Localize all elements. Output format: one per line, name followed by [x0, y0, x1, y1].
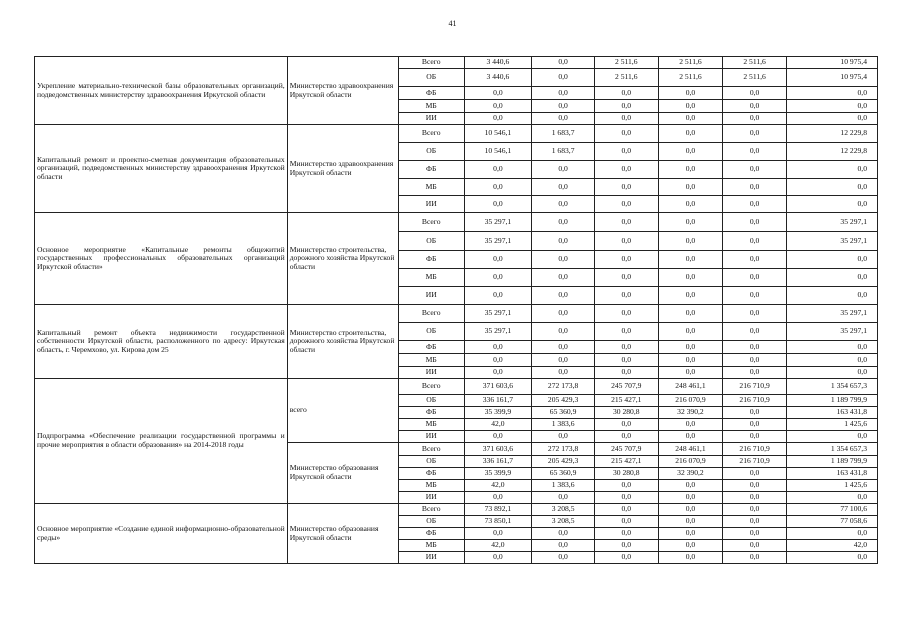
year-value: 0,0 [658, 516, 723, 528]
year-value: 0,0 [594, 287, 658, 305]
year-value: 0,0 [532, 69, 595, 87]
year-value: 0,0 [658, 354, 723, 367]
year-value: 0,0 [464, 269, 532, 287]
measure-name: Основное мероприятие «Капитальные ремонты общежитий государственных профессиональных образовательных организаций Иркутской области» [35, 213, 288, 305]
table-row [35, 305, 878, 323]
year-value: 0,0 [594, 323, 658, 341]
year-value: 215 427,1 [594, 395, 658, 407]
year-value: 0,0 [594, 100, 658, 113]
year-value: 0,0 [464, 492, 532, 504]
year-value: 0,0 [594, 354, 658, 367]
year-value: 0,0 [532, 528, 595, 540]
total-value: 0,0 [786, 269, 877, 287]
year-value: 0,0 [594, 419, 658, 431]
total-value: 12 229,8 [786, 143, 877, 161]
year-value: 0,0 [594, 161, 658, 179]
year-value: 0,0 [532, 213, 595, 232]
year-value: 0,0 [532, 323, 595, 341]
year-value: 0,0 [658, 113, 723, 125]
year-value: 0,0 [532, 341, 595, 354]
year-value: 0,0 [532, 492, 595, 504]
year-value: 0,0 [723, 143, 787, 161]
funding-source: ИИ [398, 367, 464, 379]
year-value: 0,0 [658, 492, 723, 504]
year-value: 0,0 [594, 87, 658, 100]
total-value: 0,0 [786, 552, 877, 564]
table-row [35, 57, 878, 69]
year-value: 0,0 [464, 287, 532, 305]
year-value: 32 390,2 [658, 468, 723, 480]
total-value: 0,0 [786, 113, 877, 125]
year-value: 65 360,9 [532, 407, 595, 419]
funding-source: МБ [398, 419, 464, 431]
year-value: 0,0 [532, 540, 595, 552]
year-value: 0,0 [464, 528, 532, 540]
year-value: 0,0 [594, 528, 658, 540]
executor-name: Министерство образования Иркутской области [287, 443, 398, 504]
executor-name: Министерство образования Иркутской области [287, 504, 398, 564]
funding-source: ИИ [398, 431, 464, 443]
year-value: 336 161,7 [464, 395, 532, 407]
year-value: 0,0 [723, 540, 787, 552]
year-value: 3 208,5 [532, 504, 595, 516]
total-value: 0,0 [786, 161, 877, 179]
year-value: 0,0 [464, 367, 532, 379]
year-value: 0,0 [532, 251, 595, 269]
funding-source: ФБ [398, 468, 464, 480]
total-value: 0,0 [786, 528, 877, 540]
year-value: 0,0 [594, 125, 658, 143]
year-value: 42,0 [464, 480, 532, 492]
year-value: 0,0 [658, 251, 723, 269]
year-value: 0,0 [723, 341, 787, 354]
year-value: 0,0 [594, 179, 658, 196]
year-value: 0,0 [723, 516, 787, 528]
funding-source: Всего [398, 504, 464, 516]
total-value: 0,0 [786, 341, 877, 354]
year-value: 0,0 [658, 323, 723, 341]
budget-table [34, 56, 878, 564]
total-value: 0,0 [786, 87, 877, 100]
year-value: 0,0 [723, 552, 787, 564]
year-value: 0,0 [532, 100, 595, 113]
year-value: 0,0 [658, 528, 723, 540]
year-value: 0,0 [532, 287, 595, 305]
year-value: 216 710,9 [723, 456, 787, 468]
year-value: 0,0 [532, 354, 595, 367]
total-value: 0,0 [786, 287, 877, 305]
year-value: 0,0 [594, 516, 658, 528]
total-value: 0,0 [786, 354, 877, 367]
measure-name: Капитальный ремонт и проектно-сметная документация образовательных организаций, подведомственных министерству здравоохранения Иркутской области [35, 125, 288, 213]
funding-source: ОБ [398, 69, 464, 87]
executor-name: Министерство строительства, дорожного хозяйства Иркутской области [287, 213, 398, 305]
year-value: 0,0 [532, 232, 595, 251]
year-value: 216 710,9 [723, 395, 787, 407]
funding-source: ОБ [398, 395, 464, 407]
funding-source: ФБ [398, 341, 464, 354]
year-value: 245 707,9 [594, 443, 658, 456]
year-value: 0,0 [658, 125, 723, 143]
total-value: 35 297,1 [786, 213, 877, 232]
year-value: 0,0 [723, 528, 787, 540]
year-value: 35 399,9 [464, 468, 532, 480]
year-value: 32 390,2 [658, 407, 723, 419]
year-value: 0,0 [658, 305, 723, 323]
total-value: 0,0 [786, 492, 877, 504]
year-value: 0,0 [658, 196, 723, 213]
year-value: 0,0 [464, 87, 532, 100]
year-value: 0,0 [532, 196, 595, 213]
year-value: 0,0 [658, 480, 723, 492]
year-value: 216 710,9 [723, 379, 787, 395]
year-value: 35 297,1 [464, 305, 532, 323]
year-value: 3 208,5 [532, 516, 595, 528]
year-value: 10 546,1 [464, 125, 532, 143]
year-value: 73 850,1 [464, 516, 532, 528]
funding-source: ОБ [398, 516, 464, 528]
total-value: 0,0 [786, 100, 877, 113]
total-value: 0,0 [786, 431, 877, 443]
year-value: 248 461,1 [658, 379, 723, 395]
funding-source: ФБ [398, 251, 464, 269]
total-value: 35 297,1 [786, 305, 877, 323]
year-value: 216 070,9 [658, 395, 723, 407]
year-value: 2 511,6 [723, 57, 787, 69]
year-value: 73 892,1 [464, 504, 532, 516]
year-value: 0,0 [594, 305, 658, 323]
year-value: 0,0 [594, 492, 658, 504]
year-value: 1 683,7 [532, 143, 595, 161]
total-value: 1 189 799,9 [786, 395, 877, 407]
year-value: 0,0 [658, 87, 723, 100]
funding-source: МБ [398, 269, 464, 287]
year-value: 0,0 [723, 251, 787, 269]
year-value: 0,0 [723, 87, 787, 100]
year-value: 0,0 [723, 232, 787, 251]
measure-name: Подпрограмма «Обеспечение реализации государственной программы и прочие мероприятия в области образования» на 2014-2018 годы [35, 379, 288, 504]
year-value: 0,0 [594, 367, 658, 379]
year-value: 2 511,6 [594, 57, 658, 69]
year-value: 0,0 [594, 251, 658, 269]
year-value: 0,0 [723, 213, 787, 232]
year-value: 42,0 [464, 540, 532, 552]
table-row [35, 125, 878, 143]
year-value: 1 683,7 [532, 125, 595, 143]
year-value: 10 546,1 [464, 143, 532, 161]
total-value: 0,0 [786, 179, 877, 196]
year-value: 248 461,1 [658, 443, 723, 456]
funding-source: МБ [398, 480, 464, 492]
funding-source: МБ [398, 354, 464, 367]
year-value: 0,0 [532, 87, 595, 100]
year-value: 0,0 [658, 161, 723, 179]
year-value: 0,0 [723, 161, 787, 179]
year-value: 0,0 [723, 431, 787, 443]
funding-source: МБ [398, 179, 464, 196]
total-value: 77 100,6 [786, 504, 877, 516]
total-value: 163 431,8 [786, 407, 877, 419]
year-value: 42,0 [464, 419, 532, 431]
year-value: 35 297,1 [464, 213, 532, 232]
year-value: 0,0 [723, 113, 787, 125]
year-value: 0,0 [658, 100, 723, 113]
funding-source: Всего [398, 443, 464, 456]
year-value: 2 511,6 [658, 57, 723, 69]
year-value: 205 429,3 [532, 456, 595, 468]
funding-source: ИИ [398, 287, 464, 305]
year-value: 0,0 [464, 251, 532, 269]
year-value: 0,0 [723, 419, 787, 431]
year-value: 0,0 [594, 341, 658, 354]
year-value: 0,0 [464, 179, 532, 196]
year-value: 1 383,6 [532, 480, 595, 492]
year-value: 0,0 [723, 468, 787, 480]
year-value: 272 173,8 [532, 443, 595, 456]
total-value: 1 354 657,3 [786, 443, 877, 456]
year-value: 2 511,6 [723, 69, 787, 87]
year-value: 0,0 [594, 143, 658, 161]
total-value: 0,0 [786, 251, 877, 269]
page-number: 41 [448, 19, 457, 28]
year-value: 3 440,6 [464, 69, 532, 87]
year-value: 0,0 [723, 269, 787, 287]
year-value: 0,0 [532, 305, 595, 323]
funding-source: ОБ [398, 232, 464, 251]
year-value: 35 399,9 [464, 407, 532, 419]
year-value: 2 511,6 [658, 69, 723, 87]
total-value: 42,0 [786, 540, 877, 552]
year-value: 0,0 [723, 354, 787, 367]
total-value: 1 189 799,9 [786, 456, 877, 468]
year-value: 0,0 [464, 354, 532, 367]
year-value: 0,0 [532, 113, 595, 125]
total-value: 10 975,4 [786, 69, 877, 87]
year-value: 0,0 [723, 305, 787, 323]
measure-name: Капитальный ремонт объекта недвижимости государственной собственности Иркутской области, расположенного по адресу: Иркутская область, г. Черемхово, ул. Кирова дом 25 [35, 305, 288, 379]
year-value: 0,0 [594, 213, 658, 232]
total-value: 1 425,6 [786, 419, 877, 431]
year-value: 371 603,6 [464, 379, 532, 395]
funding-source: Всего [398, 125, 464, 143]
year-value: 0,0 [723, 196, 787, 213]
total-value: 35 297,1 [786, 323, 877, 341]
year-value: 3 440,6 [464, 57, 532, 69]
year-value: 0,0 [658, 341, 723, 354]
year-value: 0,0 [464, 161, 532, 179]
year-value: 2 511,6 [594, 69, 658, 87]
year-value: 0,0 [594, 540, 658, 552]
year-value: 0,0 [532, 179, 595, 196]
year-value: 272 173,8 [532, 379, 595, 395]
year-value: 1 383,6 [532, 419, 595, 431]
year-value: 0,0 [594, 431, 658, 443]
funding-source: Всего [398, 213, 464, 232]
year-value: 0,0 [658, 504, 723, 516]
year-value: 216 070,9 [658, 456, 723, 468]
year-value: 0,0 [594, 504, 658, 516]
funding-source: МБ [398, 540, 464, 552]
executor-name: Министерство здравоохранения Иркутской области [287, 57, 398, 125]
year-value: 216 710,9 [723, 443, 787, 456]
year-value: 0,0 [723, 492, 787, 504]
executor-name: всего [287, 379, 398, 443]
year-value: 0,0 [464, 113, 532, 125]
year-value: 0,0 [594, 480, 658, 492]
year-value: 0,0 [658, 431, 723, 443]
measure-name: Основное мероприятие «Создание единой информационно-образовательной среды» [35, 504, 288, 564]
year-value: 30 280,8 [594, 468, 658, 480]
year-value: 0,0 [594, 113, 658, 125]
year-value: 0,0 [464, 552, 532, 564]
year-value: 0,0 [723, 480, 787, 492]
table-row [35, 379, 878, 395]
year-value: 0,0 [658, 269, 723, 287]
funding-source: ФБ [398, 528, 464, 540]
funding-source: Всего [398, 379, 464, 395]
year-value: 0,0 [723, 100, 787, 113]
year-value: 0,0 [532, 367, 595, 379]
funding-source: ФБ [398, 87, 464, 100]
funding-source: ОБ [398, 323, 464, 341]
year-value: 0,0 [464, 196, 532, 213]
year-value: 336 161,7 [464, 456, 532, 468]
total-value: 12 229,8 [786, 125, 877, 143]
year-value: 0,0 [723, 323, 787, 341]
year-value: 0,0 [464, 431, 532, 443]
funding-source: ИИ [398, 113, 464, 125]
total-value: 163 431,8 [786, 468, 877, 480]
year-value: 215 427,1 [594, 456, 658, 468]
funding-source: ФБ [398, 407, 464, 419]
funding-source: ИИ [398, 552, 464, 564]
year-value: 0,0 [532, 161, 595, 179]
year-value: 65 360,9 [532, 468, 595, 480]
executor-name: Министерство здравоохранения Иркутской области [287, 125, 398, 213]
year-value: 0,0 [658, 179, 723, 196]
year-value: 35 297,1 [464, 232, 532, 251]
year-value: 0,0 [658, 540, 723, 552]
year-value: 0,0 [594, 196, 658, 213]
year-value: 205 429,3 [532, 395, 595, 407]
funding-source: ФБ [398, 161, 464, 179]
funding-source: Всего [398, 57, 464, 69]
table-row [35, 504, 878, 516]
total-value: 0,0 [786, 196, 877, 213]
year-value: 0,0 [658, 232, 723, 251]
year-value: 0,0 [658, 287, 723, 305]
total-value: 1 425,6 [786, 480, 877, 492]
year-value: 0,0 [532, 57, 595, 69]
year-value: 0,0 [723, 407, 787, 419]
year-value: 0,0 [594, 269, 658, 287]
year-value: 0,0 [464, 341, 532, 354]
year-value: 0,0 [532, 431, 595, 443]
total-value: 0,0 [786, 367, 877, 379]
year-value: 0,0 [594, 232, 658, 251]
total-value: 35 297,1 [786, 232, 877, 251]
funding-source: ОБ [398, 143, 464, 161]
year-value: 0,0 [658, 552, 723, 564]
year-value: 0,0 [464, 100, 532, 113]
year-value: 0,0 [532, 269, 595, 287]
year-value: 245 707,9 [594, 379, 658, 395]
year-value: 0,0 [532, 552, 595, 564]
year-value: 0,0 [723, 287, 787, 305]
year-value: 0,0 [594, 552, 658, 564]
total-value: 1 354 657,3 [786, 379, 877, 395]
year-value: 0,0 [723, 367, 787, 379]
table-row [35, 213, 878, 232]
total-value: 10 975,4 [786, 57, 877, 69]
year-value: 0,0 [658, 213, 723, 232]
year-value: 0,0 [658, 367, 723, 379]
year-value: 0,0 [723, 125, 787, 143]
funding-source: ОБ [398, 456, 464, 468]
funding-source: МБ [398, 100, 464, 113]
year-value: 35 297,1 [464, 323, 532, 341]
year-value: 371 603,6 [464, 443, 532, 456]
total-value: 77 058,6 [786, 516, 877, 528]
year-value: 0,0 [658, 143, 723, 161]
year-value: 0,0 [723, 179, 787, 196]
executor-name: Министерство строительства, дорожного хозяйства Иркутской области [287, 305, 398, 379]
year-value: 0,0 [658, 419, 723, 431]
measure-name: Укрепление материально-технической базы образовательных организаций, подведомственных министерству здравоохранения Иркутской области [35, 57, 288, 125]
funding-source: Всего [398, 305, 464, 323]
year-value: 30 280,8 [594, 407, 658, 419]
funding-source: ИИ [398, 492, 464, 504]
year-value: 0,0 [723, 504, 787, 516]
funding-source: ИИ [398, 196, 464, 213]
